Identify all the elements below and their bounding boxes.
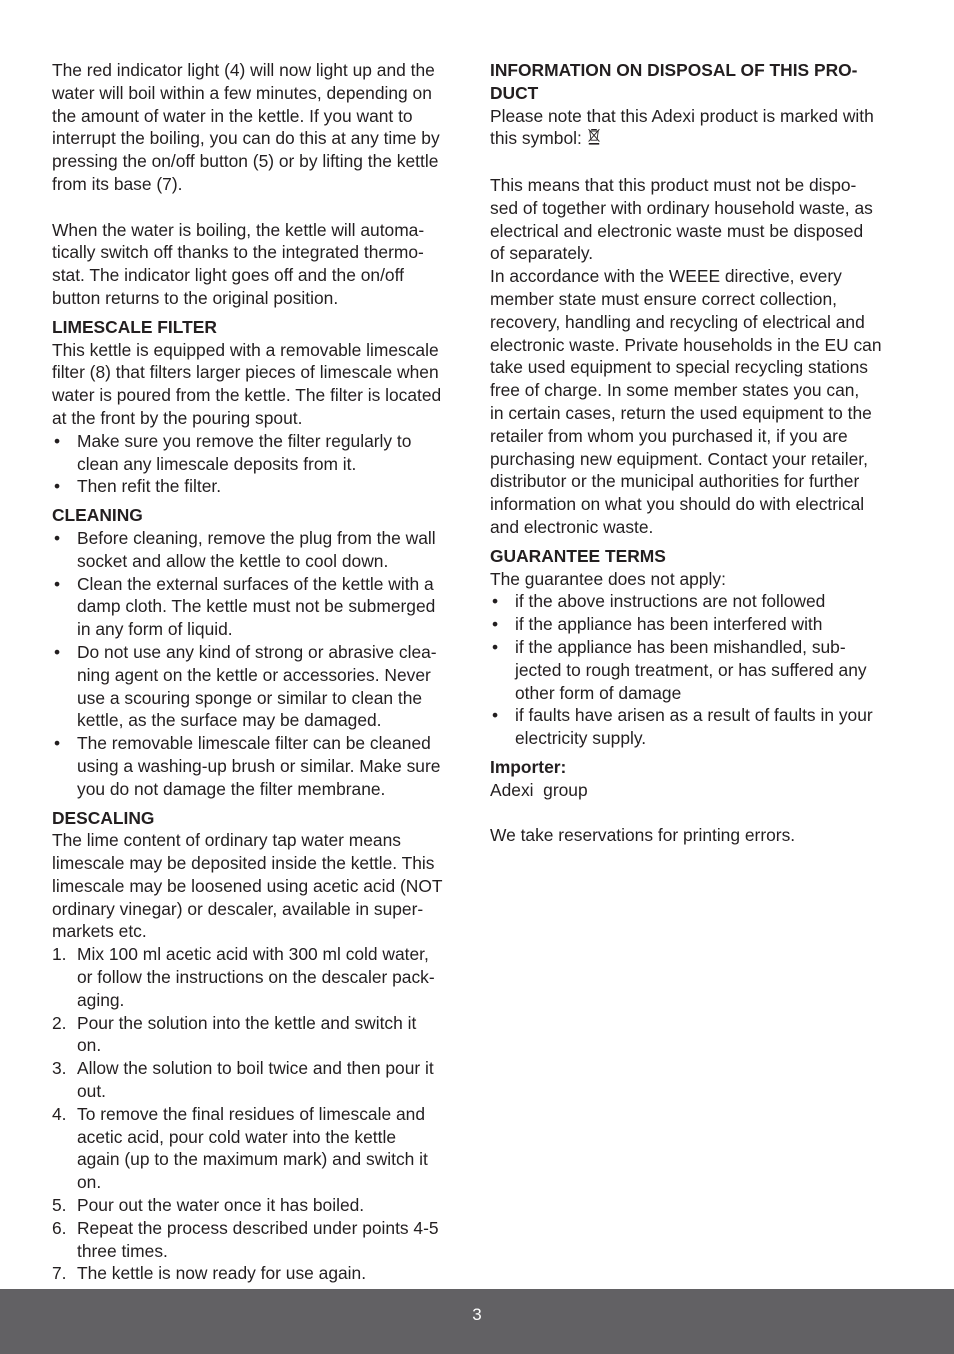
limescale-filter-list — [52, 430, 468, 498]
step-number: 1. — [52, 944, 67, 965]
step-number: 5. — [52, 1195, 67, 1216]
disposal-symbol-line-2: this symbol: — [490, 128, 582, 149]
step-number: 2. — [52, 1012, 67, 1033]
disposal-heading: INFORMATION ON DISPOSAL OF THIS PRO- DUCT — [490, 60, 858, 103]
guarantee-intro: The guarantee does not apply: — [490, 568, 726, 589]
list-item: • if the above instructions are not followed — [490, 590, 910, 613]
list-item: • Then refit the filter. — [52, 475, 468, 498]
guarantee-heading: GUARANTEE TERMS — [490, 545, 666, 566]
importer-heading: Importer: — [490, 756, 567, 777]
descaling-step: 7. The kettle is now ready for use again. — [52, 1263, 367, 1284]
descaling-step: 3. Allow the solution to boil twice and then pour it out. — [52, 1058, 434, 1102]
step-number: 6. — [52, 1217, 67, 1238]
list-item: • if faults have arisen as a result of faults in your electricity supply. — [490, 704, 910, 750]
list-item: • The removable limescale filter can be cleaned using a washing-up brush or similar. Make sure you do not damage the filter membrane. — [52, 732, 468, 800]
list-item: • Clean the external surfaces of the kettle with a damp cloth. The kettle must not be submerged in any form of liquid. — [52, 573, 468, 641]
crossed-out-wheelie-bin-icon — [588, 128, 600, 151]
cleaning-list — [52, 527, 468, 801]
intro-paragraph-1: The red indicator light (4) will now light up and the water will boil within a few minutes, depending on the amount of water in the kettle. If you want to interrupt the boiling, you can do this at any time by pressing the on/off button (5) or by lifting the kettle from its base (7). — [52, 60, 440, 194]
printing-errors-disclaimer: We take reservations for printing errors. — [490, 825, 796, 846]
right-column — [490, 59, 910, 847]
disposal-symbol-line-1: Please note that this Adexi product is marked with — [490, 105, 874, 126]
descaling-step: 4. To remove the final residues of limescale and acetic acid, pour cold water into the kettle again (up to the maximum mark) and switch it on. — [52, 1103, 428, 1193]
disposal-text-1: This means that this product must not be dispo- sed of together with ordinary household waste, as electrical and electronic waste must be disposed of separately. — [490, 174, 873, 264]
left-column — [52, 59, 468, 1285]
disposal-text-2: In accordance with the WEEE directive, every member state must ensure correct collection, recovery, handling and recycling of electrical and electronic waste. Private households in the EU can take used equipment to special recycling stations free of charge. In some member states you can, in certain cases, return the used equipment to the retailer from whom you purchased it, if you are purchasing new equipment. Contact your retailer, distributor or the municipal authorities for further information on what you should do with electrical and electronic waste. — [490, 266, 882, 537]
list-item: • if the appliance has been mishandled, sub- jected to rough treatment, or has suffered any other form of damage — [490, 636, 910, 704]
descaling-step: 2. Pour the solution into the kettle and switch it on. — [52, 1012, 417, 1056]
descaling-step: 6. Repeat the process described under points 4-5 three times. — [52, 1217, 439, 1261]
descaling-steps — [52, 943, 468, 1285]
descaling-text: The lime content of ordinary tap water means limescale may be deposited inside the kettle. This limescale may be loosened using acetic acid (NOT ordinary vinegar) or descaler, available in super- markets etc. — [52, 830, 443, 942]
descaling-step: 1. Mix 100 ml acetic acid with 300 ml cold water, or follow the instructions on the descaler pack- aging. — [52, 944, 435, 1010]
list-item: • Before cleaning, remove the plug from the wall socket and allow the kettle to cool down. — [52, 527, 468, 573]
importer-name: Adexi group — [490, 779, 588, 800]
limescale-filter-heading: LIMESCALE FILTER — [52, 316, 217, 337]
list-item: • Make sure you remove the filter regularly to clean any limescale deposits from it. — [52, 430, 468, 476]
intro-paragraph-2: When the water is boiling, the kettle will automa- tically switch off thanks to the integrated thermo- stat. The indicator light goes off and the on/off button returns to the original position. — [52, 219, 425, 308]
list-item: • Do not use any kind of strong or abrasive clea- ning agent on the kettle or accessories. Never use a scouring sponge or similar to clean the kettle, as the surface may be damaged. — [52, 641, 468, 732]
descaling-step: 5. Pour out the water once it has boiled. — [52, 1195, 365, 1216]
step-number: 7. — [52, 1263, 67, 1284]
step-number: 4. — [52, 1103, 67, 1124]
page-number: 3 — [472, 1305, 482, 1324]
disposal-symbol-text — [490, 105, 910, 152]
descaling-heading: DESCALING — [52, 807, 155, 828]
cleaning-heading: CLEANING — [52, 505, 143, 526]
guarantee-list — [490, 590, 910, 750]
limescale-filter-text: This kettle is equipped with a removable limescale filter (8) that filters larger pieces of limescale when water is poured from the kettle. The filter is located at the front by the pouring spout. — [52, 339, 442, 428]
step-number: 3. — [52, 1058, 67, 1079]
page-footer — [0, 1289, 954, 1354]
list-item: • if the appliance has been interfered with — [490, 613, 910, 636]
